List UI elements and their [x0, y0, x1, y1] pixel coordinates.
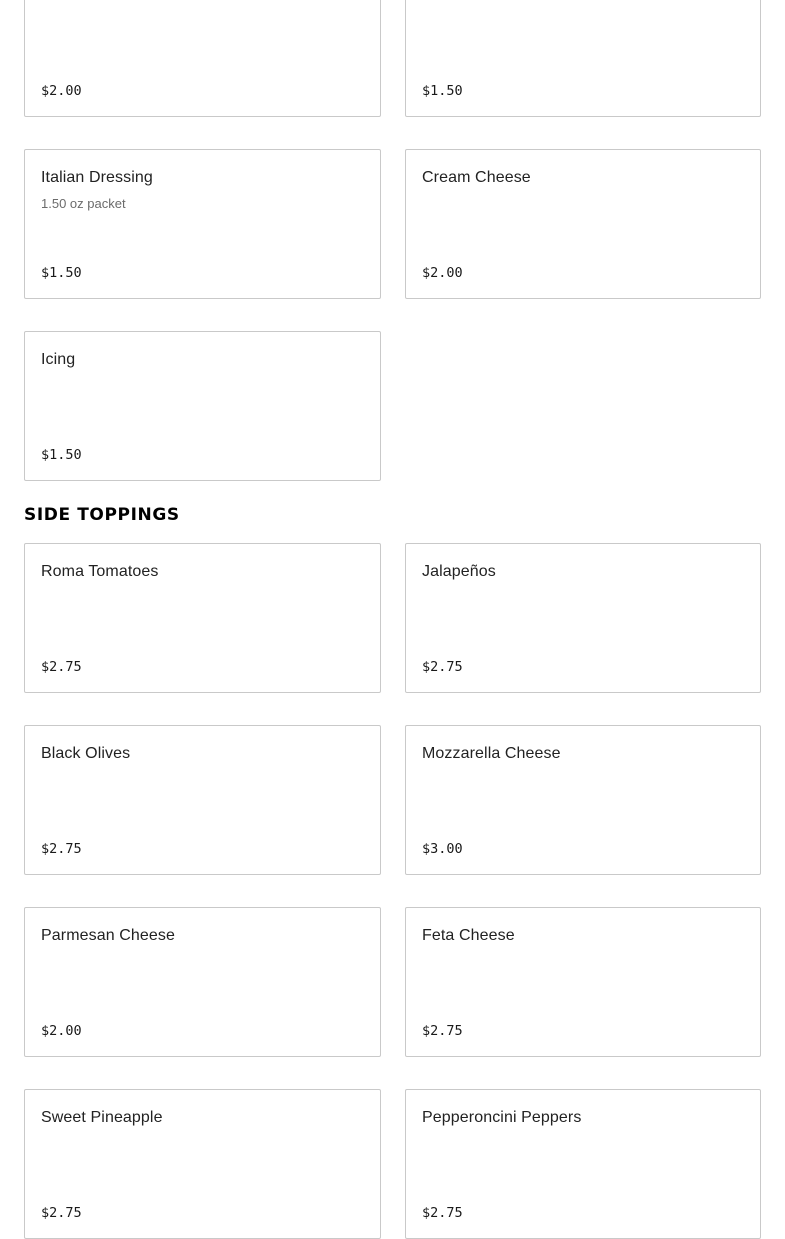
menu-item-name: Black Olives: [41, 745, 131, 762]
menu-item-card[interactable]: [405, 1089, 761, 1239]
menu-item-card[interactable]: [405, 543, 761, 693]
menu-item-price: $1.50: [41, 265, 82, 281]
menu-item-price: $2.75: [422, 659, 463, 675]
menu-item-card[interactable]: [24, 331, 381, 481]
menu-item-card[interactable]: [405, 0, 761, 117]
menu-item-price: $2.75: [422, 1023, 463, 1039]
menu-item-name: Jalapeños: [422, 563, 496, 580]
menu-item-name: Icing: [41, 351, 76, 368]
side-toppings-grid: [0, 543, 785, 1239]
menu-item-name: Cream Cheese: [422, 169, 531, 186]
menu-item-card[interactable]: [24, 1089, 381, 1239]
menu-item-name: Sweet Pineapple: [41, 1109, 163, 1126]
menu-item-name: Italian Dressing: [41, 169, 153, 186]
menu-item-price: $2.00: [422, 265, 463, 281]
menu-item-card[interactable]: [405, 725, 761, 875]
menu-item-name: Roma Tomatoes: [41, 563, 159, 580]
menu-item-name: Feta Cheese: [422, 927, 515, 944]
menu-item-price: $2.00: [41, 1023, 82, 1039]
menu-item-card[interactable]: [405, 907, 761, 1057]
menu-item-description: 1.50 oz packet: [41, 196, 126, 211]
menu-item-card[interactable]: [24, 543, 381, 693]
menu-item-name: Mozzarella Cheese: [422, 745, 561, 762]
menu-item-price: $1.50: [41, 447, 82, 463]
menu-item-name: Pepperoncini Peppers: [422, 1109, 582, 1126]
menu-item-card[interactable]: [405, 149, 761, 299]
menu-item-card[interactable]: [24, 907, 381, 1057]
menu-item-price: $2.75: [41, 659, 82, 675]
menu-item-card[interactable]: [24, 725, 381, 875]
menu-item-price: $2.00: [41, 83, 82, 99]
menu-item-card[interactable]: [24, 149, 381, 299]
menu-item-price: $2.75: [41, 841, 82, 857]
menu-item-price: $2.75: [41, 1205, 82, 1221]
condiments-grid: [0, 0, 785, 481]
menu-item-name: Parmesan Cheese: [41, 927, 176, 944]
menu-item-price: $1.50: [422, 83, 463, 99]
section-heading: SIDE TOPPINGS: [24, 505, 180, 525]
menu-item-price: $2.75: [422, 1205, 463, 1221]
menu-item-price: $3.00: [422, 841, 463, 857]
menu-item-card[interactable]: [24, 0, 381, 117]
